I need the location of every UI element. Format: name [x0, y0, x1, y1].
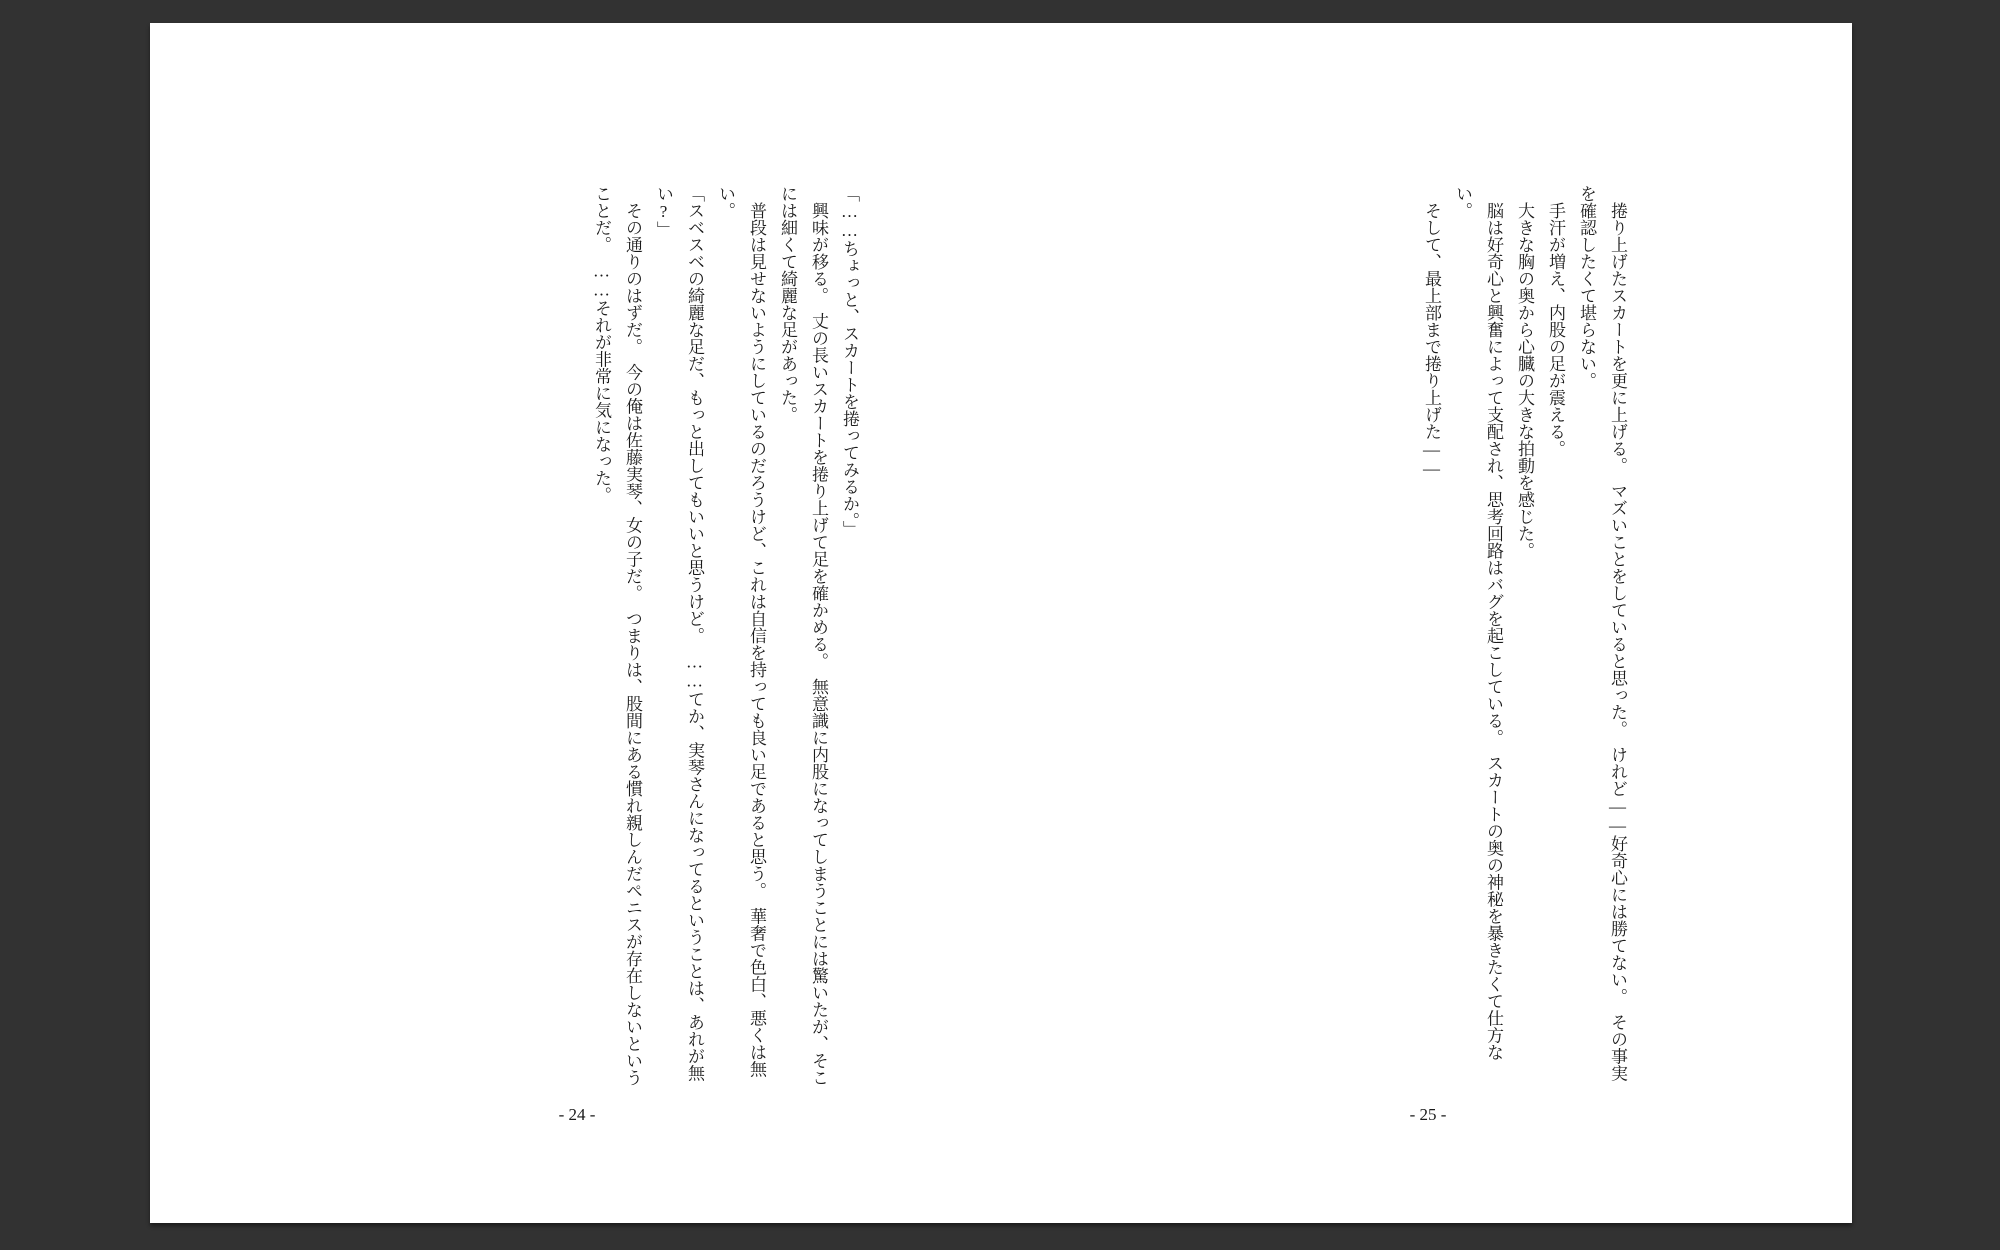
page-number-25: - 25 -	[1409, 1105, 1447, 1124]
paragraph: 手汗が増え、内股の足が震える。	[1546, 202, 1565, 457]
page-number-24: - 24 -	[558, 1105, 596, 1124]
paragraph: 大きな胸の奥から心臓の大きな拍動を感じた。	[1515, 202, 1534, 559]
page-spread	[150, 23, 1852, 1223]
paragraph: 興味が移る。 丈の長いスカートを捲り上げて足を確かめる。 無意識に内股になってしまうことには驚いたが、そこには細くて綺麗な足があった。	[778, 185, 828, 1086]
paragraph: 「……ちょっと、スカートを捲ってみるか。」	[840, 185, 859, 538]
paragraph: 普段は見せないようにしているのだろうけど、これは自信を持っても良い足であると思う。 華奢で色白、悪くは無い。	[716, 185, 766, 1078]
page-25	[1004, 23, 1852, 1223]
page-25-text-block	[1416, 185, 1633, 1087]
page-24	[150, 23, 1004, 1223]
paragraph: 脳は好奇心と興奮によって支配され、思考回路はバグを起こしている。 スカートの奥の神秘を暴きたくて仕方ない。	[1453, 185, 1503, 1061]
paragraph: そして、最上部まで捲り上げた――	[1422, 202, 1441, 478]
paragraph: 「スベスベの綺麗な足だ、もっと出してもいいと思うけど。 ……てか、実琴さんになってるということは、あれが無い?」	[654, 185, 704, 1082]
paragraph: 捲り上げたスカートを更に上げる。 マズいことをしていると思った。 けれど――好奇心には勝てない。 その事実を確認したくて堪らない。	[1577, 185, 1627, 1082]
paragraph: その通りのはずだ。 今の俺は佐藤実琴、女の子だ。 つまりは、股間にある慣れ親しんだペニスが存在しないということだ。 ……それが非常に気になった。	[592, 185, 642, 1086]
page-24-text-block	[586, 185, 865, 1087]
